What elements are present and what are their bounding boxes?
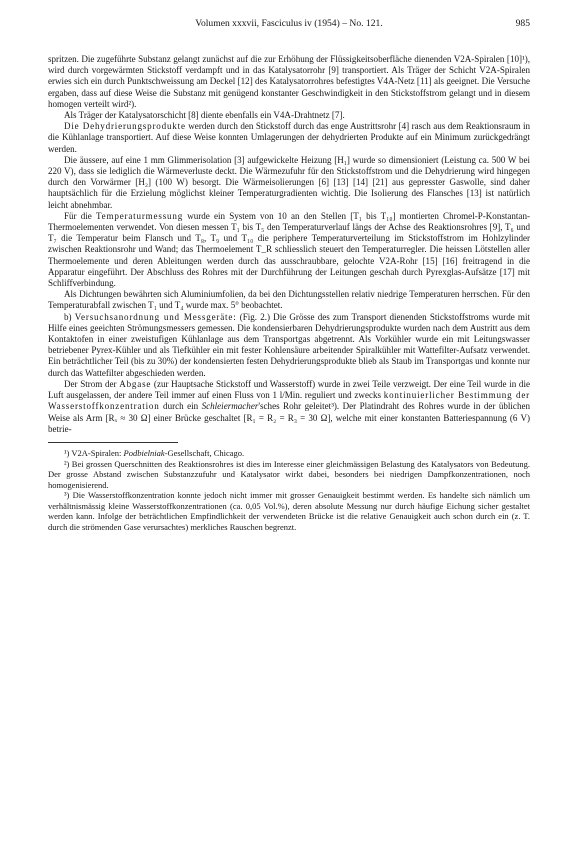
paragraph-seals: Als Dichtungen bewährten sich Aluminiumfolien, da bei den Dichtungsstellen relativ niedrige Temperaturen herrschen. Für den Temperaturabfall zwischen T₁ und T₄ wurde max. 5° beobachtet. <box>48 289 530 311</box>
footnote-3: ³) Die Wasserstoffkonzentration konnte jedoch nicht immer mit grosser Genauigkeit bestimmt werden. Es handelte sich nämlich um verhältnismässig kleine Wasserstoffkonzentrationen (ca. 0,05 Vol.%), deren absolute Messung nur durch häufige Eichung sicher gestaltet werden kann. Infolge der beträchtlichen Empfindlichkeit der verwendeten Brücke ist die relative Genauigkeit auch schon durch ein (z. T. durch die strömenden Gase verursachtes) merkliches Rauschen begrenzt. <box>48 490 530 533</box>
italic-name-schleiermacher: Schleiermacher <box>201 401 259 412</box>
spaced-heading-temperature: Temperaturmessung <box>95 210 184 221</box>
paragraph-text: 'sches Rohr geleitet³). Der Platindraht des Rohres wurde in der üblichen Weise als Arm [Rₓ ≈ 30 Ω] einer Brücke geschaltet [R₁ = R₂ = R₃ = 30 Ω], welche mit einer konstanten Batteriespannung (6 V) betrie- <box>48 401 530 434</box>
paragraph-text: werden durch den Stickstoff durch das enge Austrittsrohr [4] rasch aus dem Reaktionsraum in die Kühlanlage transportiert. Auf diese Weise konnten Umlagerungen der dehydrierten Produkte auf ein Minimum zurückgedrängt werden. <box>48 121 530 154</box>
spaced-heading-dehydration: Die Dehydrierungsprodukte <box>64 121 186 132</box>
paragraph-lead: b) <box>64 311 75 322</box>
paragraph-temperature-measurement <box>48 211 530 289</box>
running-title: Volumen xxxvii, Fasciculus iv (1954) – No. 121. <box>195 18 383 29</box>
paragraph-substance-feed: spritzen. Die zugeführte Substanz gelangt zunächst auf die zur Erhöhung der Flüssigkeitsoberfläche dienenden V2A-Spiralen [10]¹), wird durch vorgewärmten Stickstoff verdampft und in das Katalysatorrohr [9] transportiert. Als Träger der Schicht V2A-Spiralen erwies sich ein durch Punktschweissung am Deckel [12] des Katalysatorrohres befestigtes V4A-Netz [11] als geeignet. Die Versuche ergaben, dass auf diese Weise die Substanz mit genügend konstanter Geschwindigkeit in den Stickstoffstrom gelangt und in diesem homogen verteilt wird²). <box>48 54 530 109</box>
footnote-1 <box>48 448 530 459</box>
paragraph-text: durch ein <box>159 401 202 412</box>
main-text <box>48 54 530 435</box>
paragraph-dehydration-products <box>48 121 530 155</box>
paragraph-exhaust-gases <box>48 379 530 435</box>
italic-name-podbielniak: Podbielniak <box>123 447 165 458</box>
paragraph-lead: Der Strom der <box>64 378 120 389</box>
running-header <box>48 18 530 54</box>
paragraph-text: (Fig. 2.) Die Grösse des zum Transport dienenden Stickstoffstroms wurde mit Hilfe eines geeichten Strömungsmessers gemessen. Die kondensierbaren Dehydrierungsprodukte wurden nach dem Austritt aus dem Kontaktofen in einer zweistufigen Kühlanlage aus dem Transportgas abgetrennt. Als Vorkühler wurde ein mit Leitungswasser betriebener Pyrex-Kühler und als Tiefkühler ein mit fester Kohlensäure arbeitender Spiralkühler mit Wattefilter-Aufsatz verwendet. Ein beträchtlicher Teil (bis zu 30%) der kondensierten festen Dehydrierungsprodukte blieb als Staub im Transportgas und konnte nur durch das Wattefilter abgeschieden werden. <box>48 311 530 378</box>
footnote-text: -Gesellschaft, Chicago. <box>164 447 245 458</box>
page-number: 985 <box>515 18 530 29</box>
paragraph-setup <box>48 312 530 379</box>
footnote-divider <box>48 442 178 443</box>
paragraph-catalyst-support: Als Träger der Katalysatorschicht [8] diente ebenfalls ein V4A-Drahtnetz [7]. <box>64 110 345 121</box>
footnote-lead: ¹) V2A-Spiralen: <box>64 447 124 458</box>
spaced-heading-hydrogen: kontinuierlicher Bestimmung der Wasserstoffkonzentration <box>48 390 530 412</box>
paragraph-text: (zur Hauptsache Stickstoff und Wasserstoff) wurde in zwei Teile verzweigt. Der eine Teil wurde in die Luft ausgelassen, der andere Teil immer auf einen Fluss von 1 l/Min. reguliert und zwecks <box>48 378 530 401</box>
paragraph-text: wurde ein System von 10 an den Stellen [T₁ bis T₁₀] montierten Chromel-P-Konstantan-Thermoelementen verwendet. Von diesen messen T₁ bis T₅ den Temperaturverlauf längs der Achse des Reaktionsrohres [9], T₆ und T₇ die Temperatur beim Flansch und T₈, T₉ und T₁₀ die periphere Temperaturverteilung im Stickstoffstrom im Hohlzylinder zwischen Reaktionsrohr und Wand; das Thermoelement T_R schliesslich steuert den Temperaturregler. Die heissen Lötstellen aller Thermoelemente und deren Ableitungen werden durch das ausschraubbare, gelochte V2A-Rohr [15] [16] freitragend in die Apparatur eingeführt. Der Abschluss des Rohres mit der Durchführung der Leitungen geschah durch Pyrexglas-Aufsätze [17] mit Schliffverbindung. <box>48 210 530 289</box>
paragraph-heating: Die äussere, auf eine 1 mm Glimmerisolation [3] aufgewickelte Heizung [H₁] wurde so dimensioniert (Leistung ca. 500 W bei 220 V), dass sie lediglich die Wärmeverluste deckt. Die Wärmezufuhr für den Stickstoffstrom und die Dehydrierung wird hingegen durch den Vorwärmer [H₂] (100 W) besorgt. Die Wärmeisolierungen [6] [13] [14] [21] aus gepresster Gaswolle, sind daher hauptsächlich für die Erzielung möglichst kleiner Temperaturgradienten wichtig. Die Isolierung des Flansches [13] ist natürlich leicht abnehmbar. <box>48 154 530 210</box>
paragraph-lead: Für die <box>64 210 96 221</box>
footnote-2: ²) Bei grossen Querschnitten des Reaktionsrohres ist dies im Interesse einer gleichmässigen Belastung des Katalysators von Bedeutung. Der grosse Abstand zwischen Substanzzufuhr und Katalysator wirkt dabei, besonders bei niedrigen Dampfkonzentrationen, noch homogenisierend. <box>48 458 530 490</box>
footnotes <box>48 448 530 533</box>
spaced-heading-exhaust: Abgase <box>119 378 152 389</box>
spaced-heading-setup: Versuchsanordnung und Messgeräte: <box>74 311 237 322</box>
